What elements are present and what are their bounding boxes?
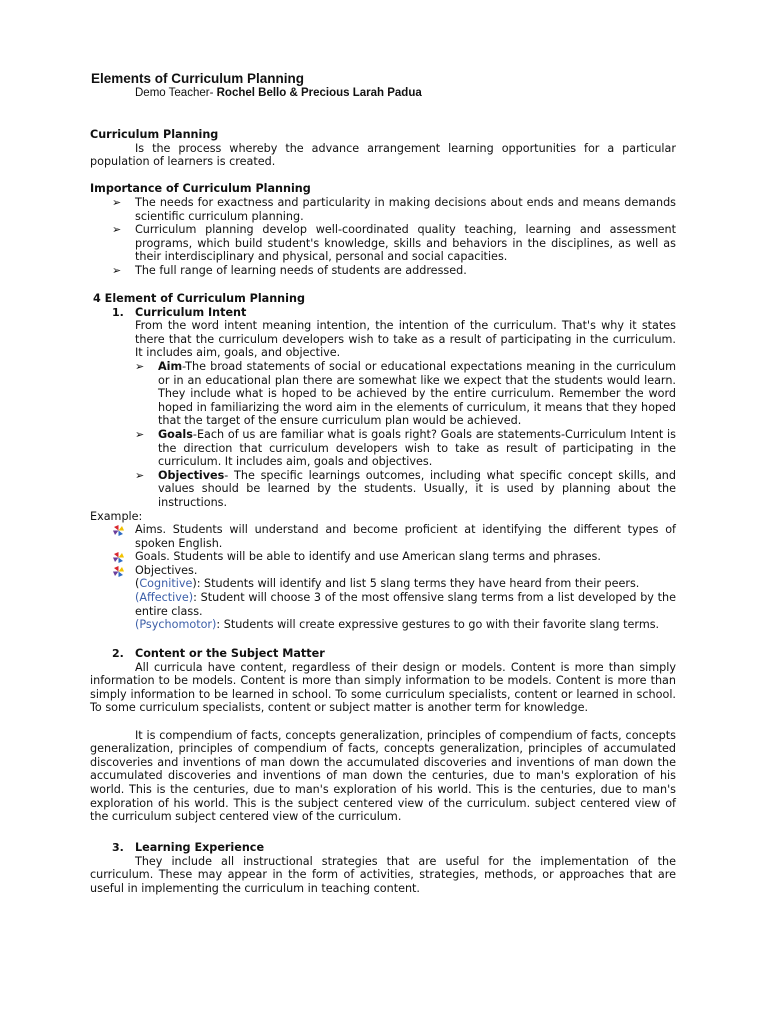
intent-description: From the word intent meaning intention, the intention of the curriculum. That's why it states there that the curriculum developers wish to take as a result of participating in the curriculum. It includes aim, goals, and objective. — [135, 319, 676, 360]
demo-teacher-names: Rochel Bello & Precious Larah Padua — [216, 87, 422, 99]
element-heading-experience: 3. Learning Experience — [112, 841, 265, 854]
pinwheel-bullet-icon — [113, 566, 124, 581]
example-goals: Goals. Students will be able to identify and use American slang terms and phrases. — [90, 550, 676, 564]
content-paragraph-1: All curricula have content, regardless of their design or models. Content is more than simply information to be models. Content is more than simply information to be models. Content is more than simply information to be learned in school. To some curriculum specialists, content or learned in school. To some curriculum specialists, content or subject matter is another term for knowledge. — [90, 660, 676, 715]
arrow-bullet-icon: ➢ — [135, 468, 145, 482]
arrow-bullet-icon: ➢ — [112, 263, 122, 277]
demo-teacher-prefix: Demo Teacher- — [135, 87, 217, 99]
importance-bullet: ➢ The full range of learning needs of students are addressed. — [112, 263, 467, 277]
importance-heading: Importance of Curriculum Planning — [90, 182, 311, 196]
arrow-bullet-icon: ➢ — [112, 223, 122, 237]
pinwheel-bullet-icon — [113, 525, 124, 540]
example-objectives: Objectives. — [90, 564, 676, 578]
demo-teacher-line — [135, 87, 422, 101]
element-heading-content: 2. Content or the Subject Matter — [112, 647, 325, 660]
intent-item-objectives: ➢ Objectives- The specific learnings outcomes, including what specific concept skills, and values should be learned by the students. Usually, it is used by planning about the instructions. — [135, 468, 676, 509]
psychomotor-label: (Psychomotor) — [135, 618, 217, 632]
objective-cognitive: (Cognitive): Students will identify and list 5 slang terms they have heard from their peers. — [135, 577, 640, 591]
affective-label: (Affective) — [135, 591, 194, 605]
content-paragraph-2: It is compendium of facts, concepts generalization, principles of compendium of facts, concepts generalization, principles of compendium of facts, concepts generalization, principles of accumulated discoveries and inventions of man down the accumulated discoveries and inventions of man down the accumulated discoveries and inventions of man down the centuries, due to man's exploration of his world. This is the centuries, due to man's exploration of his world. This is the centuries, due to man's exploration of his world. This is the subject centered view of the curriculum. subject centered view of the curriculum subject centered view of the curriculum. — [90, 728, 676, 824]
elements-heading: 4 Element of Curriculum Planning — [93, 292, 305, 305]
section-learning-experience — [90, 841, 676, 895]
cognitive-label: Cognitive — [139, 577, 193, 591]
intent-item-aim: ➢ Aim-The broad statements of social or educational expectations meaning in the curriculum or in an educational plan there are somewhat like we expect that the students would learn. They include what is hoped to be achieved by the entire curriculum. Remember the word hoped in familiarizing the word aim in the elements of curriculum, it means that they hoped that the target of the ensure curriculum plan would be achieved. — [135, 359, 676, 428]
importance-bullet: ➢ Curriculum planning develop well-coordinated quality teaching, learning and assessment programs, which build student's knowledge, skills and behaviors in the disciplines, as well as their interdisciplinary and physical, personal and social capacities. — [112, 223, 676, 264]
curriculum-planning-heading: Curriculum Planning — [90, 128, 219, 141]
example-aims: Aims. Students will understand and become proficient at identifying the different types of spoken English. — [90, 523, 676, 550]
element-heading-intent: 1. Curriculum Intent — [112, 305, 247, 319]
experience-paragraph: They include all instructional strategies that are useful for the implementation of the curriculum. These may appear in the form of activities, strategies, methods, or approaches that are useful in implementing the curriculum in teaching content. — [90, 854, 676, 895]
curriculum-planning-definition: Is the process whereby the advance arrangement learning opportunities for a particular population of learners is created. — [90, 141, 676, 169]
document-title: Elements of Curriculum Planning — [91, 71, 305, 86]
arrow-bullet-icon: ➢ — [112, 195, 122, 209]
arrow-bullet-icon: ➢ — [135, 359, 145, 373]
importance-bullet: ➢ The needs for exactness and particularity in making decisions about ends and means demands scientific curriculum planning. — [112, 195, 676, 223]
arrow-bullet-icon: ➢ — [135, 427, 145, 441]
intent-item-goals: ➢ Goals-Each of us are familiar what is goals right? Goals are statements-Curriculum Intent is the direction that curriculum developers wish to take as result of participating in the curriculum. It includes aim, goals and objectives. — [135, 427, 676, 469]
section-content — [90, 647, 676, 824]
objective-affective: (Affective): Student will choose 3 of the most offensive slang terms from a list developed by the entire class. — [135, 591, 676, 618]
section-curriculum-planning — [90, 128, 676, 278]
objective-psychomotor: (Psychomotor): Students will create expressive gestures to go with their favorite slang terms. — [135, 618, 660, 632]
section-elements — [90, 292, 676, 632]
example-label: Example: — [90, 509, 143, 523]
